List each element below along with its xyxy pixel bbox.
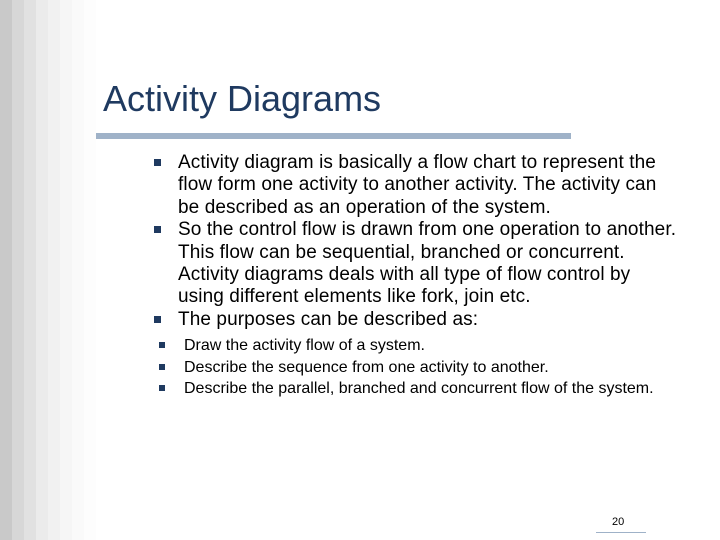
slide-title: Activity Diagrams xyxy=(103,78,382,119)
sub-bullet-text: Describe the parallel, branched and concurrent flow of the system. xyxy=(184,380,654,398)
page-number-rule xyxy=(596,532,646,533)
sub-bullet-text: Draw the activity flow of a system. xyxy=(184,337,425,355)
bullet-text: The purposes can be described as: xyxy=(178,308,479,330)
sub-bullet-item xyxy=(150,357,680,379)
sub-bullet-item xyxy=(150,335,680,357)
square-bullet-icon xyxy=(154,226,161,233)
square-bullet-icon xyxy=(159,364,165,370)
title-underline xyxy=(96,133,571,139)
bullet-item xyxy=(150,309,680,331)
square-bullet-icon xyxy=(159,342,165,348)
page-number: 20 xyxy=(612,516,625,528)
decorative-stripes xyxy=(0,0,96,540)
sub-bullet-list xyxy=(150,335,680,400)
square-bullet-icon xyxy=(154,159,161,166)
square-bullet-icon xyxy=(159,385,165,391)
sub-bullet-text: Describe the sequence from one activity to another. xyxy=(184,358,549,376)
square-bullet-icon xyxy=(154,316,161,323)
bullet-item xyxy=(150,219,680,309)
slide-body xyxy=(150,152,680,400)
bullet-text: Activity diagram is basically a flow chart to represent the flow form one activity to another activity. The activity can be described as an operation of the system. xyxy=(178,152,657,218)
bullet-item xyxy=(150,152,680,219)
bullet-text: So the control flow is drawn from one operation to another. This flow can be sequential, branched or concurrent. Activity diagrams deals with all type of flow control by using different elements like fork, join etc. xyxy=(178,219,677,308)
sub-bullet-item xyxy=(150,378,680,400)
